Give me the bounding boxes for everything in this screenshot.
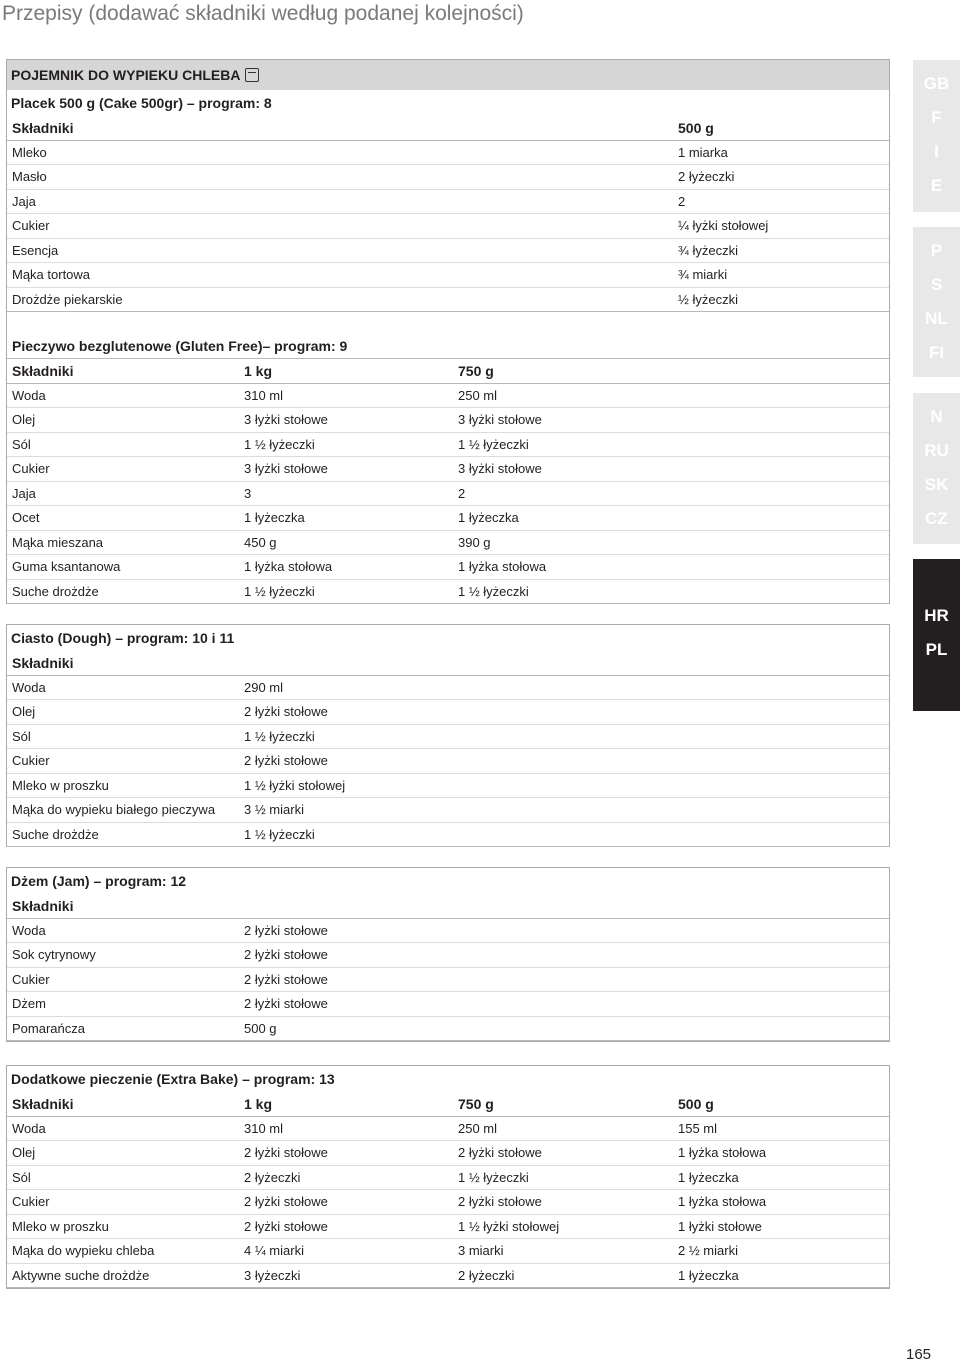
amount-cell: 4 ¼ miarki (239, 1239, 453, 1264)
amount-cell: 1 ½ łyżki stołowej (453, 1214, 673, 1239)
bread-pan-icon (245, 68, 259, 82)
table-row (7, 918, 889, 943)
amount-cell: 2 łyżki stołowe (239, 749, 889, 774)
header-cell: Składniki (7, 651, 239, 675)
jam-table (7, 894, 889, 1041)
amount-cell: 1 łyżeczka (453, 506, 889, 531)
table-row (7, 1263, 889, 1288)
amount-cell: 2 łyżeczki (673, 165, 889, 190)
ingredient-cell: Dżem (7, 992, 239, 1017)
ingredient-cell: Jaja (7, 189, 673, 214)
table-row (7, 1116, 889, 1141)
ingredient-cell: Esencja (7, 238, 673, 263)
table-row (7, 1214, 889, 1239)
dough-title: Ciasto (Dough) – program: 10 i 11 (11, 630, 235, 646)
table-row (7, 408, 889, 433)
ingredient-cell: Olej (7, 700, 239, 725)
table-row (7, 165, 889, 190)
amount-cell: ½ łyżeczki (673, 287, 889, 312)
amount-cell: 1 ½ łyżeczki (239, 432, 453, 457)
ingredient-cell: Mleko w proszku (7, 773, 239, 798)
header-cell: 1 kg (239, 1092, 453, 1116)
amount-cell: 1 ½ łyżeczki (239, 579, 453, 604)
table-header-row (7, 359, 889, 384)
ingredient-cell: Pomarańcza (7, 1016, 239, 1041)
amount-cell: 290 ml (239, 675, 889, 700)
table-row (7, 481, 889, 506)
amount-cell: 2 łyżki stołowe (453, 1190, 673, 1215)
amount-cell: 2 łyżki stołowe (453, 1141, 673, 1166)
header-cell: 750 g (453, 1092, 673, 1116)
ingredient-cell: Cukier (7, 749, 239, 774)
ingredient-cell: Cukier (7, 214, 673, 239)
table-row (7, 749, 889, 774)
amount-cell: 2 łyżki stołowe (239, 943, 889, 968)
table-row (7, 943, 889, 968)
table-row (7, 506, 889, 531)
amount-cell: 2 łyżki stołowe (239, 918, 889, 943)
amount-cell: 2 łyżki stołowe (239, 1214, 453, 1239)
container-header-text: POJEMNIK DO WYPIEKU CHLEBA (11, 67, 241, 83)
table-row (7, 238, 889, 263)
table-row (7, 1165, 889, 1190)
amount-cell: 2 łyżki stołowe (239, 992, 889, 1017)
container-header (11, 67, 259, 83)
amount-cell: ¾ łyżeczki (673, 238, 889, 263)
extra-bake-title: Dodatkowe pieczenie (Extra Bake) – program: 13 (11, 1071, 335, 1087)
table-row (7, 773, 889, 798)
language-tab-pl[interactable]: PL (925, 640, 948, 659)
table-row (7, 700, 889, 725)
amount-cell: 310 ml (239, 383, 453, 408)
amount-cell: 2 łyżki stołowe (239, 1190, 453, 1215)
amount-cell: 3 łyżki stołowe (453, 457, 889, 482)
gluten-free-title: Pieczywo bezglutenowe (Gluten Free)– program: 9 (12, 338, 348, 354)
ingredient-cell: Mąka do wypieku białego pieczywa (7, 798, 239, 823)
amount-cell: 2 (673, 189, 889, 214)
table-row (7, 189, 889, 214)
header-cell (239, 894, 889, 918)
amount-cell: ¼ łyżki stołowej (673, 214, 889, 239)
table-row (7, 1190, 889, 1215)
amount-cell: 2 (453, 481, 889, 506)
language-tab-group (913, 60, 960, 212)
header-cell (239, 651, 889, 675)
ingredient-cell: Olej (7, 1141, 239, 1166)
ingredient-cell: Woda (7, 675, 239, 700)
amount-cell: 1 ½ łyżeczki (239, 822, 889, 847)
table-row (7, 383, 889, 408)
amount-cell: 1 ½ łyżeczki (453, 1165, 673, 1190)
header-cell: 750 g (453, 359, 889, 384)
extra-bake-table (7, 1092, 889, 1288)
table-row (7, 822, 889, 847)
ingredient-cell: Sól (7, 432, 239, 457)
table-row (7, 724, 889, 749)
ingredient-cell: Suche drożdże (7, 579, 239, 604)
ingredient-cell: Mleko (7, 140, 673, 165)
table-row (7, 214, 889, 239)
table-header-row (7, 894, 889, 918)
header-cell: 1 kg (239, 359, 453, 384)
amount-cell: 1 ½ łyżeczki (453, 432, 889, 457)
page-number: 165 (906, 1346, 932, 1363)
amount-cell: 450 g (239, 530, 453, 555)
table-row (7, 967, 889, 992)
amount-cell: 1 łyżka stołowa (239, 555, 453, 580)
jam-title: Dżem (Jam) – program: 12 (11, 873, 187, 889)
amount-cell: 2 łyżki stołowe (239, 700, 889, 725)
header-cell: Składniki (7, 1092, 239, 1116)
language-tab-sk[interactable]: SK (924, 475, 949, 494)
language-tab-fi[interactable]: FI (928, 343, 945, 362)
header-cell: 500 g (673, 1092, 889, 1116)
amount-cell: 1 miarka (673, 140, 889, 165)
ingredient-cell: Aktywne suche drożdże (7, 1263, 239, 1288)
amount-cell: 2 łyżki stołowe (239, 967, 889, 992)
amount-cell: 250 ml (453, 1116, 673, 1141)
table-header-row (7, 116, 889, 140)
ingredient-cell: Sól (7, 724, 239, 749)
ingredient-cell: Suche drożdże (7, 822, 239, 847)
ingredient-cell: Sok cytrynowy (7, 943, 239, 968)
amount-cell: 390 g (453, 530, 889, 555)
table-row (7, 1239, 889, 1264)
table-row (7, 579, 889, 604)
language-tab-e[interactable]: E (930, 176, 943, 195)
amount-cell: 1 łyżeczka (239, 506, 453, 531)
table-row (7, 992, 889, 1017)
page-title: Przepisy (dodawać składniki według podanej kolejności) (2, 2, 524, 25)
language-tab-p[interactable]: P (930, 241, 943, 260)
header-cell: Składniki (7, 359, 239, 384)
table-row (7, 675, 889, 700)
header-cell: Składniki (7, 894, 239, 918)
table-row (7, 555, 889, 580)
table-row (7, 1141, 889, 1166)
language-tab-hr[interactable]: HR (924, 606, 949, 625)
amount-cell: 1 ½ łyżki stołowej (239, 773, 889, 798)
gluten-free-table (7, 358, 889, 604)
amount-cell: 1 łyżka stołowa (673, 1190, 889, 1215)
ingredient-cell: Mąka mieszana (7, 530, 239, 555)
table-header-row (7, 1092, 889, 1116)
amount-cell: 2 łyżeczki (239, 1165, 453, 1190)
language-tab-gb[interactable]: GB (923, 74, 950, 93)
amount-cell: 2 łyżeczki (453, 1263, 673, 1288)
ingredient-cell: Mąka do wypieku chleba (7, 1239, 239, 1264)
language-tab-ru[interactable]: RU (924, 441, 949, 460)
ingredient-cell: Cukier (7, 1190, 239, 1215)
dough-table (7, 651, 889, 847)
amount-cell: ¾ miarki (673, 263, 889, 288)
amount-cell: 2 łyżki stołowe (239, 1141, 453, 1166)
ingredient-cell: Jaja (7, 481, 239, 506)
ingredient-cell: Woda (7, 1116, 239, 1141)
amount-cell: 3 łyżki stołowe (239, 457, 453, 482)
ingredient-cell: Cukier (7, 457, 239, 482)
language-tab-n[interactable]: N (930, 407, 943, 426)
amount-cell: 1 łyżka stołowa (453, 555, 889, 580)
header-cell: Składniki (7, 116, 673, 140)
amount-cell: 3 (239, 481, 453, 506)
ingredient-cell: Olej (7, 408, 239, 433)
ingredient-cell: Woda (7, 918, 239, 943)
ingredient-cell: Woda (7, 383, 239, 408)
amount-cell: 3 ½ miarki (239, 798, 889, 823)
amount-cell: 1 ½ łyżeczki (239, 724, 889, 749)
table-row (7, 798, 889, 823)
amount-cell: 3 miarki (453, 1239, 673, 1264)
language-tab-i[interactable]: I (934, 142, 939, 161)
table-header-row (7, 651, 889, 675)
amount-cell: 310 ml (239, 1116, 453, 1141)
amount-cell: 500 g (239, 1016, 889, 1041)
amount-cell: 155 ml (673, 1116, 889, 1141)
amount-cell: 2 ½ miarki (673, 1239, 889, 1264)
ingredient-cell: Sól (7, 1165, 239, 1190)
language-tab-group-active (913, 559, 960, 711)
amount-cell: 3 łyżki stołowe (239, 408, 453, 433)
amount-cell: 1 łyżki stołowe (673, 1214, 889, 1239)
table-row (7, 457, 889, 482)
table-row (7, 263, 889, 288)
amount-cell: 3 łyżeczki (239, 1263, 453, 1288)
amount-cell: 1 łyżeczka (673, 1165, 889, 1190)
amount-cell: 1 łyżeczka (673, 1263, 889, 1288)
cake-table (7, 116, 889, 312)
table-row (7, 530, 889, 555)
amount-cell: 1 łyżka stołowa (673, 1141, 889, 1166)
table-row (7, 287, 889, 312)
amount-cell: 1 ½ łyżeczki (453, 579, 889, 604)
table-row (7, 1016, 889, 1041)
amount-cell: 250 ml (453, 383, 889, 408)
ingredient-cell: Ocet (7, 506, 239, 531)
language-tab-group (913, 393, 960, 544)
ingredient-cell: Masło (7, 165, 673, 190)
table-row (7, 432, 889, 457)
amount-cell: 3 łyżki stołowe (453, 408, 889, 433)
language-tab-nl[interactable]: NL (925, 309, 948, 328)
ingredient-cell: Mąka tortowa (7, 263, 673, 288)
ingredient-cell: Guma ksantanowa (7, 555, 239, 580)
language-tab-cz[interactable]: CZ (925, 509, 948, 528)
language-tab-group (913, 227, 960, 377)
cake-title: Placek 500 g (Cake 500gr) – program: 8 (11, 95, 272, 111)
table-row (7, 140, 889, 165)
language-tab-s[interactable]: S (930, 275, 943, 294)
ingredient-cell: Drożdże piekarskie (7, 287, 673, 312)
header-cell: 500 g (673, 116, 889, 140)
ingredient-cell: Mleko w proszku (7, 1214, 239, 1239)
ingredient-cell: Cukier (7, 967, 239, 992)
language-tab-f[interactable]: F (931, 108, 942, 127)
